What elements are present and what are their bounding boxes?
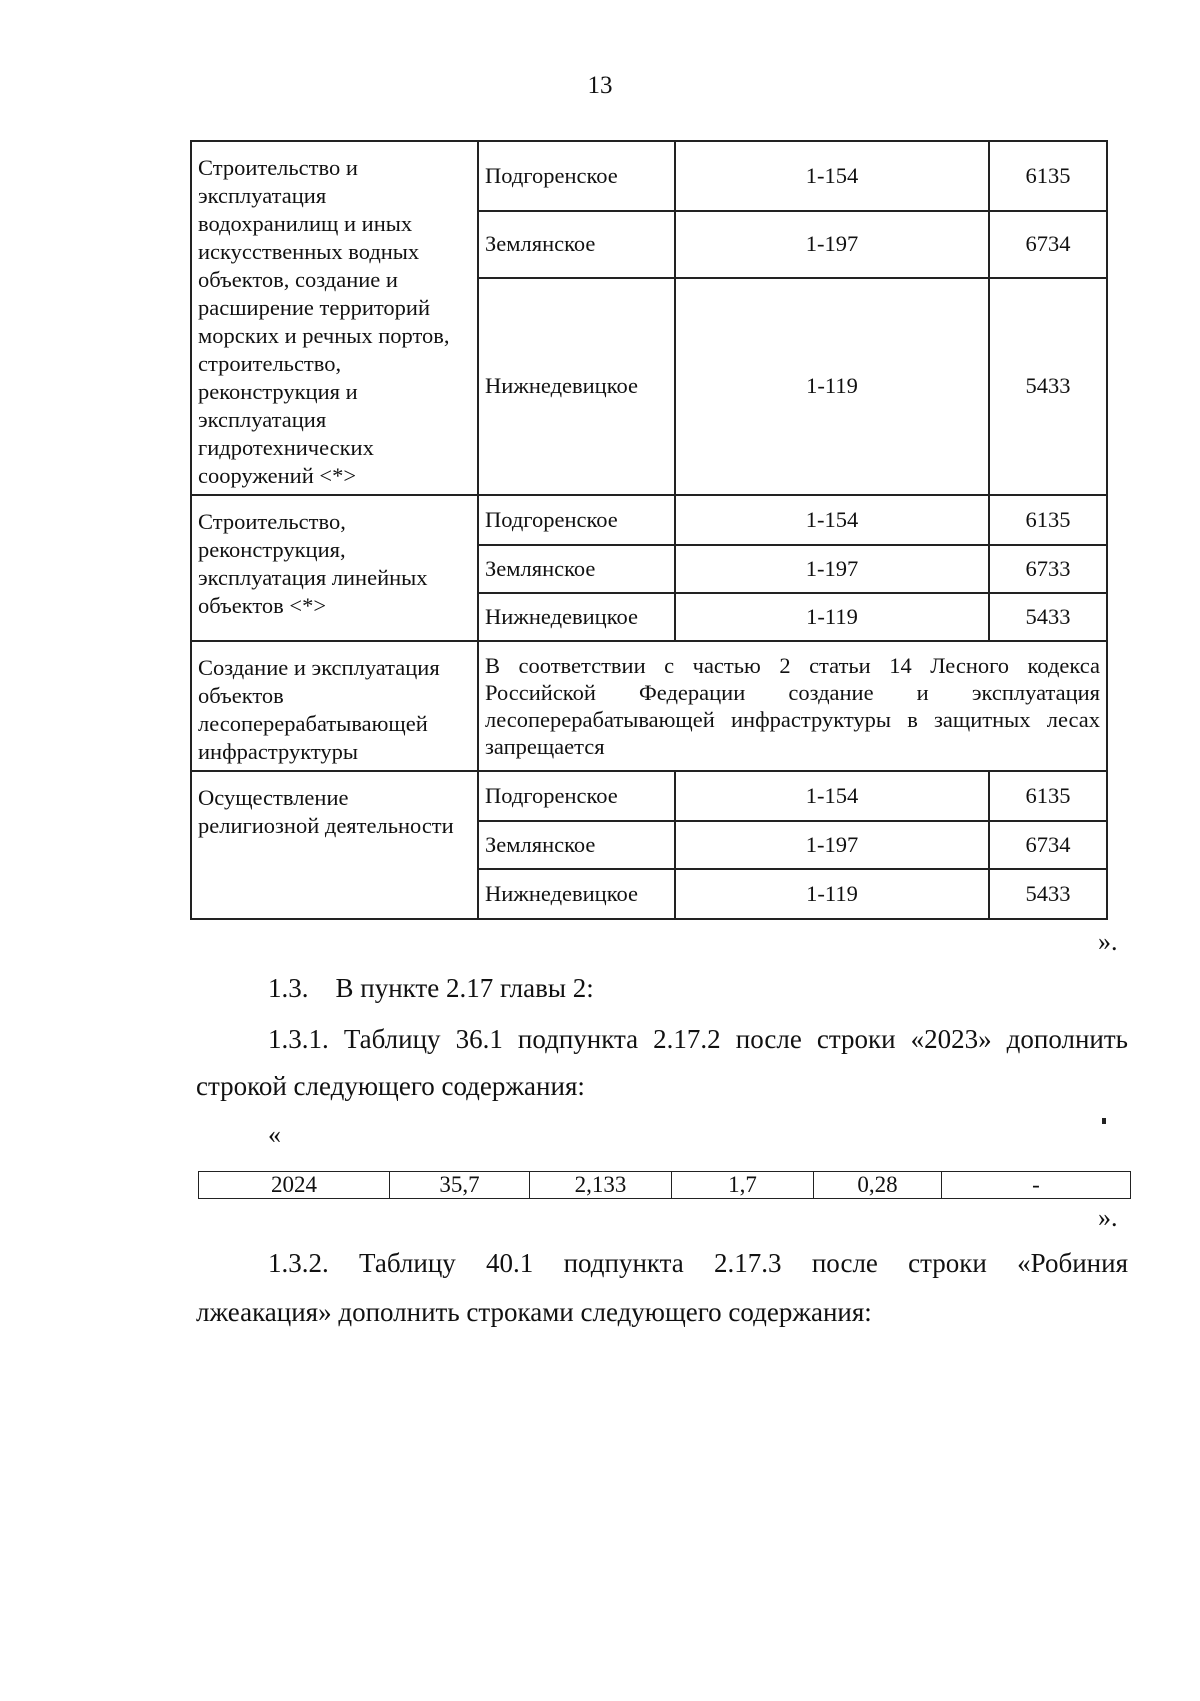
purpose-cell: Строительство, реконструкция, эксплуатация линейных объектов <*>: [191, 495, 478, 641]
quarter-cell: 1-197: [675, 211, 989, 278]
quarter-cell: 1-154: [675, 771, 989, 821]
quarter-cell: 1-119: [675, 278, 989, 495]
purpose-cell: Осуществление религиозной деятельности: [191, 771, 478, 919]
area-cell: 6733: [989, 545, 1107, 593]
table-cell: 35,7: [390, 1172, 530, 1199]
paragraph-1-3-1-line1: 1.3.1. Таблицу 36.1 подпункта 2.17.2 после строки «2023» дополнить: [268, 1024, 1128, 1054]
table-row: [191, 495, 1107, 545]
table-row: [191, 771, 1107, 821]
table-row: [191, 641, 1107, 771]
quarter-cell: 1-154: [675, 141, 989, 211]
forestry-cell: Землянское: [478, 211, 675, 278]
area-cell: 6135: [989, 141, 1107, 211]
table-row: [199, 1172, 1131, 1199]
area-cell: 5433: [989, 869, 1107, 919]
closing-quote: ».: [1098, 927, 1118, 956]
forestry-cell: Землянское: [478, 821, 675, 869]
page-number: 13: [587, 72, 613, 99]
table-36-1-row: [198, 1171, 1131, 1199]
forestry-cell: Подгоренское: [478, 771, 675, 821]
area-cell: 5433: [989, 593, 1107, 641]
quarter-cell: 1-197: [675, 545, 989, 593]
area-cell: 6135: [989, 495, 1107, 545]
forest-use-table: [190, 140, 1108, 920]
quarter-cell: 1-119: [675, 593, 989, 641]
quarter-cell: 1-154: [675, 495, 989, 545]
purpose-cell: Строительство и эксплуатация водохранилищ и иных искусственных водных объектов, создание и расширение территорий морских и речных портов, строительство, реконструкция и эксплуатация гидротехнических сооружений <*>: [191, 141, 478, 495]
prohibition-note-cell: В соответствии с частью 2 статьи 14 Лесного кодекса Российской Федерации создание и эксплуатация лесоперерабатывающей инфраструктуры в защитных лесах запрещается: [478, 641, 1107, 771]
table-cell: 2024: [199, 1172, 390, 1199]
forestry-cell: Землянское: [478, 545, 675, 593]
quarter-cell: 1-197: [675, 821, 989, 869]
closing-quote: ».: [1098, 1203, 1118, 1232]
table-row: [191, 141, 1107, 211]
purpose-cell: Создание и эксплуатация объектов лесоперерабатывающей инфраструктуры: [191, 641, 478, 771]
forestry-cell: Подгоренское: [478, 141, 675, 211]
forestry-cell: Подгоренское: [478, 495, 675, 545]
table-cell: 1,7: [672, 1172, 814, 1199]
table-cell: 2,133: [530, 1172, 672, 1199]
forestry-cell: Нижнедевицкое: [478, 593, 675, 641]
area-cell: 6135: [989, 771, 1107, 821]
quarter-cell: 1-119: [675, 869, 989, 919]
stray-mark: [1102, 1118, 1106, 1124]
area-cell: 5433: [989, 278, 1107, 495]
paragraph-1-3: 1.3. В пункте 2.17 главы 2:: [268, 973, 594, 1003]
paragraph-1-3-2-line1: 1.3.2. Таблицу 40.1 подпункта 2.17.3 после строки «Робиния: [268, 1248, 1128, 1278]
table-cell: -: [942, 1172, 1131, 1199]
forestry-cell: Нижнедевицкое: [478, 869, 675, 919]
area-cell: 6734: [989, 211, 1107, 278]
paragraph-1-3-1-line2: строкой следующего содержания:: [196, 1071, 585, 1101]
area-cell: 6734: [989, 821, 1107, 869]
forestry-cell: Нижнедевицкое: [478, 278, 675, 495]
table-cell: 0,28: [814, 1172, 942, 1199]
opening-quote: «: [268, 1120, 281, 1149]
paragraph-1-3-2-line2: лжеакация» дополнить строками следующего содержания:: [196, 1297, 872, 1327]
